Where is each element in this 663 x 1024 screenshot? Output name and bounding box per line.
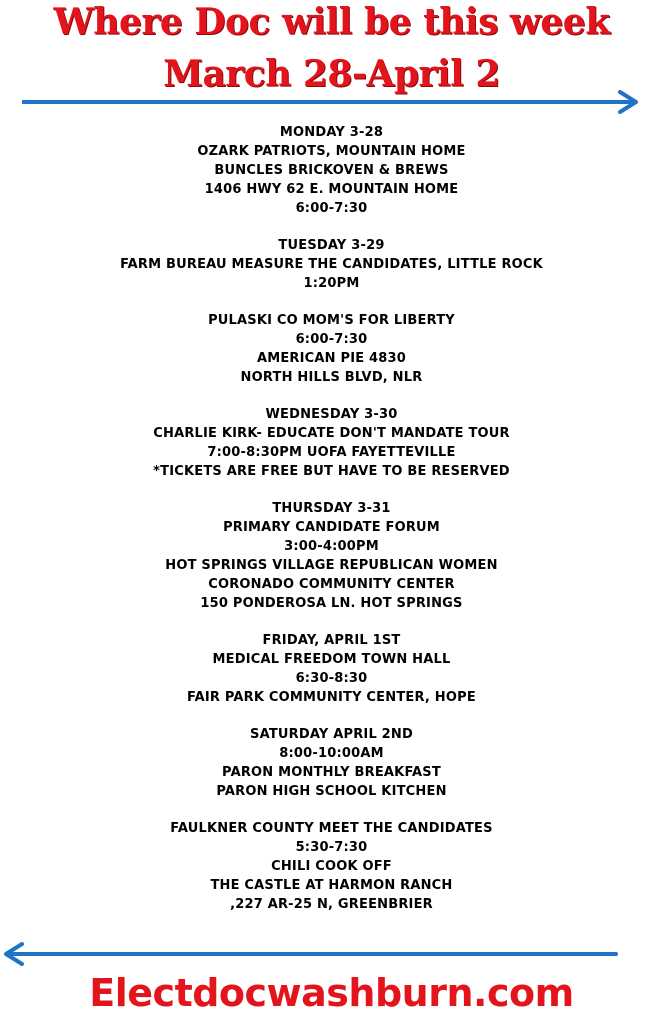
event-line: PULASKI CO MOM'S FOR LIBERTY (208, 313, 455, 328)
event-saturday (0, 725, 663, 801)
event-line: BUNCLES BRICKOVEN & BREWS (214, 163, 449, 178)
event-line: 7:00-8:30PM UOFA FAYETTEVILLE (207, 445, 456, 460)
event-line: PRIMARY CANDIDATE FORUM (223, 520, 440, 535)
event-line: SATURDAY APRIL 2ND (250, 727, 413, 742)
event-line: AMERICAN PIE 4830 (256, 351, 407, 366)
date-range-title: March 28-April 2 (163, 53, 500, 95)
event-line: 150 PONDEROSA LN. HOT SPRINGS (200, 596, 463, 611)
event-line: TUESDAY 3-29 (278, 238, 385, 253)
event-line: 6:00-7:30 (295, 201, 368, 216)
event-line: CORONADO COMMUNITY CENTER (208, 577, 455, 592)
event-line: 5:30-7:30 (295, 840, 368, 855)
event-line: FAIR PARK COMMUNITY CENTER, HOPE (187, 690, 476, 705)
event-line: NORTH HILLS BLVD, NLR (240, 370, 423, 385)
event-line: ,227 AR-25 N, GREENBRIER (230, 897, 433, 912)
event-line: 1406 HWY 62 E. MOUNTAIN HOME (204, 182, 459, 197)
right-arrow-icon (22, 90, 642, 114)
event-line: THURSDAY 3-31 (272, 501, 391, 516)
event-line: 8:00-10:00AM (279, 746, 384, 761)
event-line: PARON MONTHLY BREAKFAST (222, 765, 441, 780)
event-tuesday (0, 236, 663, 293)
event-line: 6:30-8:30 (295, 671, 368, 686)
event-line: 6:00-7:30 (295, 332, 368, 347)
event-friday (0, 631, 663, 707)
event-line: MEDICAL FREEDOM TOWN HALL (212, 652, 451, 667)
event-line: PARON HIGH SCHOOL KITCHEN (216, 784, 447, 799)
event-line: CHARLIE KIRK- EDUCATE DON'T MANDATE TOUR (153, 426, 510, 441)
event-line: 3:00-4:00PM (284, 539, 379, 554)
event-thursday (0, 499, 663, 613)
event-line: CHILI COOK OFF (271, 859, 392, 874)
event-line: FRIDAY, APRIL 1ST (262, 633, 401, 648)
website-link[interactable]: Electdocwashburn.com (89, 971, 574, 1015)
event-line: HOT SPRINGS VILLAGE REPUBLICAN WOMEN (165, 558, 498, 573)
event-tuesday-evening (0, 311, 663, 387)
event-line: THE CASTLE AT HARMON RANCH (210, 878, 453, 893)
event-monday (0, 123, 663, 218)
event-line: *TICKETS ARE FREE BUT HAVE TO BE RESERVED (153, 464, 510, 479)
event-line: FARM BUREAU MEASURE THE CANDIDATES, LITTLE ROCK (120, 257, 543, 272)
event-line: OZARK PATRIOTS, MOUNTAIN HOME (197, 144, 466, 159)
event-line: FAULKNER COUNTY MEET THE CANDIDATES (170, 821, 493, 836)
event-line: 1:20PM (303, 276, 360, 291)
event-saturday-evening (0, 819, 663, 914)
event-line: MONDAY 3-28 (279, 125, 384, 140)
event-line: WEDNESDAY 3-30 (265, 407, 398, 422)
page-title: Where Doc will be this week (53, 1, 610, 43)
schedule-list (0, 123, 663, 932)
left-arrow-icon (0, 942, 620, 966)
event-wednesday (0, 405, 663, 481)
